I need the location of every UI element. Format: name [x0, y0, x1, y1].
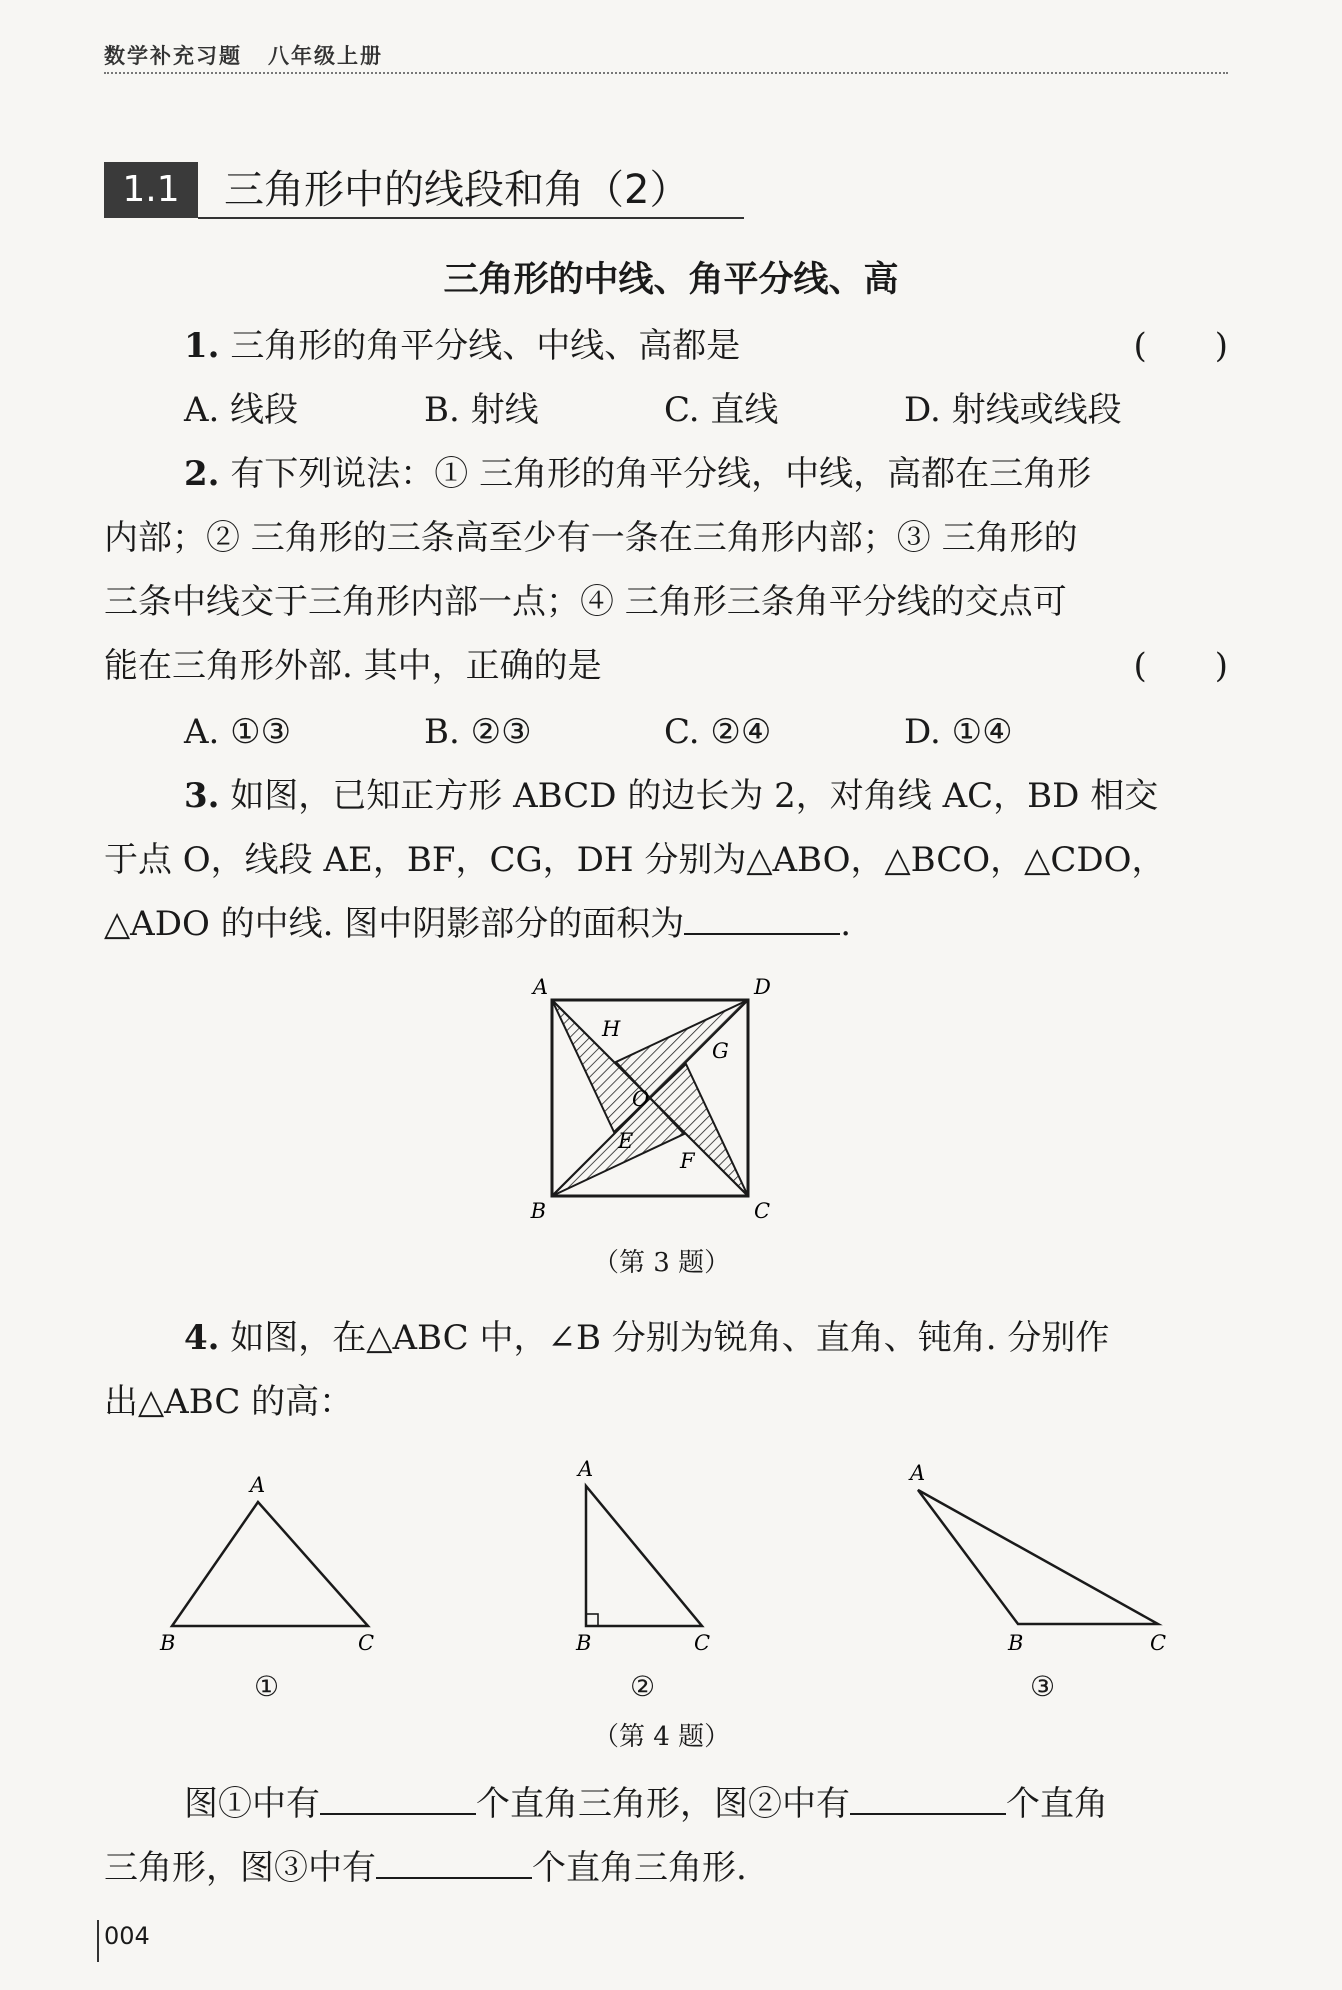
book-title: 数学补充习题 — [104, 44, 242, 68]
q4-fig1-label-a: A — [250, 1473, 266, 1497]
q2-line-1 — [184, 452, 1091, 496]
q3-answer-blank[interactable] — [684, 903, 840, 935]
q4-answer-text-3: 个直角 — [1006, 1784, 1108, 1824]
q1-option-b: B. 射线 — [424, 390, 539, 430]
q4-answer-text-2: 个直角三角形，图②中有 — [476, 1784, 850, 1824]
q4-subfig-1-label: ① — [254, 1670, 280, 1703]
q4-fig2-label-a: A — [578, 1457, 594, 1481]
q4-subfig-2-label: ② — [630, 1670, 656, 1703]
q4-fig3-label-a: A — [910, 1461, 926, 1485]
section-number: 1.1 — [104, 162, 198, 218]
q3-line-1 — [184, 774, 1158, 818]
q3-label-b: B — [530, 1199, 546, 1223]
q3-label-h: H — [602, 1017, 621, 1041]
header-dotted-rule — [104, 72, 1228, 74]
q1-number: 1. — [184, 326, 220, 366]
q3-caption: （第 3 题） — [593, 1248, 731, 1278]
q4-line-2: 出△ABC 的高： — [104, 1382, 354, 1422]
q4-caption: （第 4 题） — [593, 1722, 731, 1752]
q4-fig3-label-c: C — [1150, 1631, 1167, 1655]
q1-text: 三角形的角平分线、中线、高都是 — [230, 326, 741, 366]
q2-text-1: 有下列说法：① 三角形的角平分线，中线，高都在三角形 — [230, 454, 1092, 494]
q3-text-3: △ADO 的中线. 图中阴影部分的面积为 — [104, 904, 685, 944]
q3-text-1: 如图，已知正方形 ABCD 的边长为 2，对角线 AC，BD 相交 — [230, 776, 1159, 816]
page-number-bar — [97, 1920, 99, 1962]
page-number: 004 — [104, 1922, 150, 1950]
q4-subfig-3-label: ③ — [1030, 1670, 1056, 1703]
grade-label: 八年级上册 — [268, 44, 383, 68]
q4-triangle-acute — [159, 1473, 374, 1655]
q2-line-3: 三条中线交于三角形内部一点；④ 三角形三条角平分线的交点可 — [104, 582, 1067, 622]
q1-line-1 — [184, 324, 740, 368]
q1-option-c: C. 直线 — [664, 390, 779, 430]
q4-fig1-label-c: C — [358, 1631, 375, 1655]
q4-answer-text-1: 图①中有 — [184, 1784, 320, 1824]
q3-label-o: O — [632, 1087, 650, 1111]
q3-number: 3. — [184, 776, 220, 816]
q4-triangle-figures — [100, 1450, 1240, 1700]
q4-fig1-label-b: B — [160, 1631, 176, 1655]
q4-blank-2[interactable] — [850, 1783, 1006, 1815]
q4-line-1 — [184, 1316, 1109, 1360]
section-underline — [198, 217, 744, 219]
q1-option-a: A. 线段 — [184, 390, 299, 430]
q3-line-end: . — [840, 904, 852, 944]
q3-label-d: D — [754, 975, 771, 999]
q4-blank-1[interactable] — [320, 1783, 476, 1815]
q4-text-1: 如图，在△ABC 中，∠B 分别为锐角、直角、钝角. 分别作 — [230, 1318, 1110, 1358]
q2-answer-paren: ( ) — [1133, 646, 1228, 686]
q2-option-b: B. ②③ — [424, 712, 532, 752]
q3-line-2: 于点 O，线段 AE，BF，CG，DH 分别为△ABO，△BCO，△CDO， — [104, 840, 1166, 880]
running-header — [104, 40, 383, 70]
subsection-title: 三角形的中线、角平分线、高 — [443, 260, 899, 300]
q1-answer-paren: ( ) — [1133, 326, 1228, 366]
q4-answer-line-1 — [184, 1782, 1108, 1826]
q4-number: 4. — [184, 1318, 220, 1358]
q4-answer-text-4: 三角形，图③中有 — [104, 1848, 376, 1888]
q3-square-figure — [520, 968, 780, 1228]
q1-option-d: D. 射线或线段 — [904, 390, 1122, 430]
q3-line-3 — [104, 902, 851, 946]
q4-blank-3[interactable] — [376, 1847, 532, 1879]
q3-label-e: E — [618, 1129, 634, 1153]
q3-label-g: G — [712, 1039, 729, 1063]
q4-fig2-label-b: B — [576, 1631, 592, 1655]
q4-answer-line-2 — [104, 1846, 747, 1890]
q4-triangle-right — [575, 1457, 710, 1655]
q3-label-a: A — [532, 975, 548, 999]
q4-fig3-label-b: B — [1008, 1631, 1024, 1655]
q4-answer-text-5: 个直角三角形. — [532, 1848, 747, 1888]
q2-line-2: 内部；② 三角形的三条高至少有一条在三角形内部；③ 三角形的 — [104, 518, 1078, 558]
section-title: 三角形中的线段和角（2） — [224, 167, 690, 213]
q2-option-c: C. ②④ — [664, 712, 772, 752]
q4-triangle-obtuse — [908, 1461, 1166, 1655]
q3-label-f: F — [680, 1149, 695, 1173]
q2-option-a: A. ①③ — [184, 712, 292, 752]
q3-label-c: C — [754, 1199, 771, 1223]
q2-line-4: 能在三角形外部. 其中，正确的是 — [104, 646, 602, 686]
q2-option-d: D. ①④ — [904, 712, 1013, 752]
q2-number: 2. — [184, 454, 220, 494]
q4-fig2-label-c: C — [694, 1631, 711, 1655]
